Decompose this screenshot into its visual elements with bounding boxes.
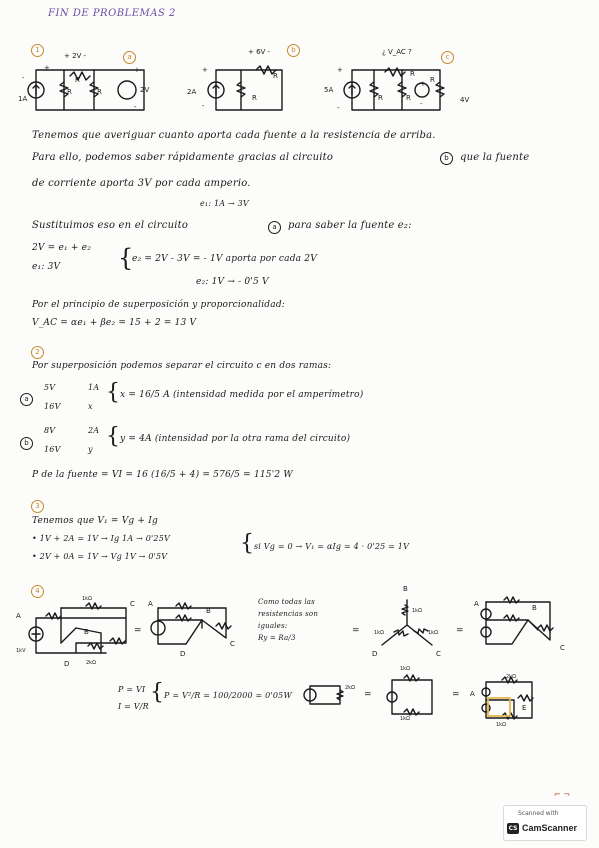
star-label-r: 1kΩ	[412, 608, 422, 614]
c4r-label-A: A	[148, 600, 153, 608]
circuit-b-top-label: + 6V -	[248, 48, 271, 56]
circuit-a-r-top: R	[75, 76, 80, 84]
p1-line-7: 2V = e₁ + e₂	[32, 243, 92, 253]
p3-line-3: si Vg = 0 → V₁ = αIg = 4 · 0'25 = 1V	[254, 542, 410, 551]
p1-line-11: Por el principio de superposición y proporcionalidad:	[32, 300, 286, 310]
star-label-D: D	[372, 650, 378, 658]
scanner-badge	[503, 805, 587, 841]
c4s3-r1: 2kΩ	[506, 674, 516, 680]
circuit-4-redraw-2	[476, 594, 566, 654]
p2-line-1: 5V	[44, 383, 56, 392]
c4r-label-B: B	[206, 607, 211, 615]
circuit-b-r-mid: R	[252, 94, 257, 102]
p4-eq-1: I = V/R	[118, 702, 149, 711]
problem-2-number: 2	[31, 346, 44, 359]
c4s2-r1: 1kΩ	[400, 666, 410, 672]
p2-line-4: x	[88, 402, 93, 411]
c4-label-r1: 1kΩ	[82, 596, 92, 602]
c4f-label-A: A	[474, 600, 479, 608]
p4-note-2: iguales:	[258, 622, 288, 630]
p4-note-1: resistencias son	[258, 610, 319, 618]
p1-line-1: Para ello, podemos saber rápidamente gracias al circuito	[32, 152, 334, 163]
c4f-label-B: B	[532, 604, 537, 612]
circuit-b-src-left: 2A	[187, 88, 197, 96]
c4-equals-2: =	[352, 626, 360, 636]
circuit-c-r-left: R	[430, 76, 435, 84]
p1-line-9: e₂ = 2V - 3V = - 1V aporta por cada 2V	[132, 254, 317, 264]
circuit-c-src-right: 4V	[460, 96, 470, 104]
circuit-c-plus-left: +	[337, 66, 343, 74]
circuit-c-tag: c	[441, 51, 454, 64]
p2-line-3: 16V	[44, 402, 61, 411]
c4f-label-C: C	[560, 644, 565, 652]
circuit-a-r-left: R	[67, 88, 72, 96]
circuit-c-r-top: R	[410, 70, 415, 78]
circuit-a-diagram	[14, 50, 164, 120]
p1-line-0: Tenemos que averiguar cuanto aporta cada fuente a la resistencia de arriba.	[32, 130, 436, 141]
c4-label-B: B	[84, 628, 89, 636]
p2-brace-b: {	[106, 424, 120, 449]
p2-line-11: P de la fuente = VI = 16 (16/5 + 4) = 576/5 = 115'2 W	[32, 470, 293, 480]
p1-line-12: V_AC = αe₁ + βe₂ = 15 + 2 = 13 V	[32, 318, 197, 328]
p2-line-6: 8V	[44, 426, 56, 435]
circuit-4-star	[372, 590, 442, 660]
page-title: FIN DE PROBLEMAS 2	[48, 8, 176, 19]
p3-line-1: • 1V + 2A = 1V → Ig 1A → 0'25V	[32, 534, 170, 543]
circuit-c-minus-right: -	[420, 100, 423, 108]
p2-line-9: y	[88, 445, 93, 454]
p2-line-2: 1A	[88, 383, 100, 392]
c4-equals-1: =	[134, 626, 142, 636]
star-label-r3: 1kΩ	[428, 630, 438, 636]
p1-line-2: que la fuente	[460, 152, 530, 163]
p3-line-2: • 2V + 0A = 1V → Vg 1V → 0'5V	[32, 552, 168, 561]
p4-eq-0: P = VI	[118, 685, 146, 694]
c4s3-label-A: A	[470, 690, 475, 698]
scanner-badge-line2: CamScanner	[522, 823, 578, 833]
circuit-c-src-left: 5A	[324, 86, 334, 94]
circuit-a-r-mid: R	[97, 88, 102, 96]
c4s3-r2: 1kΩ	[496, 722, 506, 728]
circuit-a-src-right: 2V	[140, 86, 150, 94]
circuit-4-diagram	[16, 598, 136, 668]
p2-brace-a: {	[106, 380, 120, 405]
p2-line-5: x = 16/5 A (intensidad medida por el amperímetro)	[120, 390, 364, 400]
p4-note-3: Ry = Ra/3	[258, 634, 296, 642]
p4-eq-2: P = V²/R = 100/2000 = 0'05W	[164, 691, 292, 700]
p4-note-0: Como todas las	[258, 598, 315, 606]
p1-line-6: para saber la fuente e₂:	[288, 220, 412, 231]
c4-equals-3: =	[456, 626, 464, 636]
circuit-c-plus-right: +	[420, 80, 426, 88]
circuit-4-small-2	[382, 672, 442, 722]
p2-line-7: 2A	[88, 426, 100, 435]
p2-mark-a: a	[20, 393, 33, 406]
p1-line-5: Sustituimos eso en el circuito	[32, 220, 189, 231]
c4s2-r2: 1kΩ	[400, 716, 410, 722]
c4-label-C: C	[130, 600, 135, 608]
scanner-badge-line1: Scanned with	[518, 810, 559, 817]
problem-4-number: 4	[31, 585, 44, 598]
circuit-a-plus-left: +	[44, 64, 50, 72]
c4-label-A: A	[16, 612, 21, 620]
c4-equals-5: =	[452, 690, 460, 700]
circuit-b-r-top: R	[273, 72, 278, 80]
star-label-B: B	[403, 585, 408, 593]
camscanner-logo-icon: CS	[508, 825, 518, 832]
c4-label-D: D	[64, 660, 70, 668]
p2-line-0: Por superposición podemos separar el circuito c en dos ramas:	[32, 361, 332, 371]
p2-line-8: 16V	[44, 445, 61, 454]
c4r-label-C: C	[230, 640, 235, 648]
circuit-a-top-label: + 2V -	[64, 52, 87, 60]
c4-equals-4: =	[364, 690, 372, 700]
circuit-4-redraw-1	[146, 598, 236, 658]
circuit-a-minus-left: -	[22, 74, 25, 82]
circuit-c-r-mid1: R	[378, 94, 383, 102]
p1-ref-circuit-a: a	[268, 221, 281, 234]
corner-mark: ⌐ ¬	[554, 790, 570, 799]
circuit-a-plus-right: +	[134, 66, 140, 74]
c4s3-label-E: E	[522, 704, 527, 712]
p2-line-10: y = 4A (intensidad por la otra rama del circuito)	[120, 434, 351, 444]
circuit-c-minus-left: -	[337, 104, 340, 112]
p1-ref-circuit-b: b	[440, 152, 453, 165]
c4s1-r: 2kΩ	[345, 685, 355, 691]
p1-line-4: e₁: 1A → 3V	[200, 199, 249, 208]
circuit-a-src-left: 1A	[18, 95, 28, 103]
p3-line-0: Tenemos que V₁ = Vg + Ig	[32, 516, 158, 526]
circuit-a-minus-right: -	[134, 103, 137, 111]
p1-brace: {	[118, 244, 134, 272]
p4-brace: {	[150, 680, 164, 705]
star-label-r2: 1kΩ	[374, 630, 384, 636]
p2-mark-b: b	[20, 437, 33, 450]
c4-label-src: 1kV	[16, 648, 26, 654]
circuit-a-tag: a	[123, 51, 136, 64]
circuit-b-diagram	[196, 50, 296, 120]
circuit-b-minus-left: -	[202, 102, 205, 110]
circuit-c-r-mid2: R	[406, 94, 411, 102]
problem-3-number: 3	[31, 500, 44, 513]
circuit-b-plus-left: +	[202, 66, 208, 74]
p1-line-8: e₁: 3V	[32, 262, 61, 272]
c4r-label-D: D	[180, 650, 186, 658]
p1-line-3: de corriente aporta 3V por cada amperio.	[32, 178, 251, 189]
star-label-C: C	[436, 650, 441, 658]
problem-1-number: 1	[31, 44, 44, 57]
c4-label-r3: 2kΩ	[86, 660, 96, 666]
circuit-c-top-label: ¿ V_AC ?	[382, 48, 412, 56]
p3-brace: {	[240, 531, 254, 556]
circuit-b-tag: b	[287, 44, 300, 57]
p1-line-10: e₂: 1V → - 0'5 V	[196, 277, 269, 287]
